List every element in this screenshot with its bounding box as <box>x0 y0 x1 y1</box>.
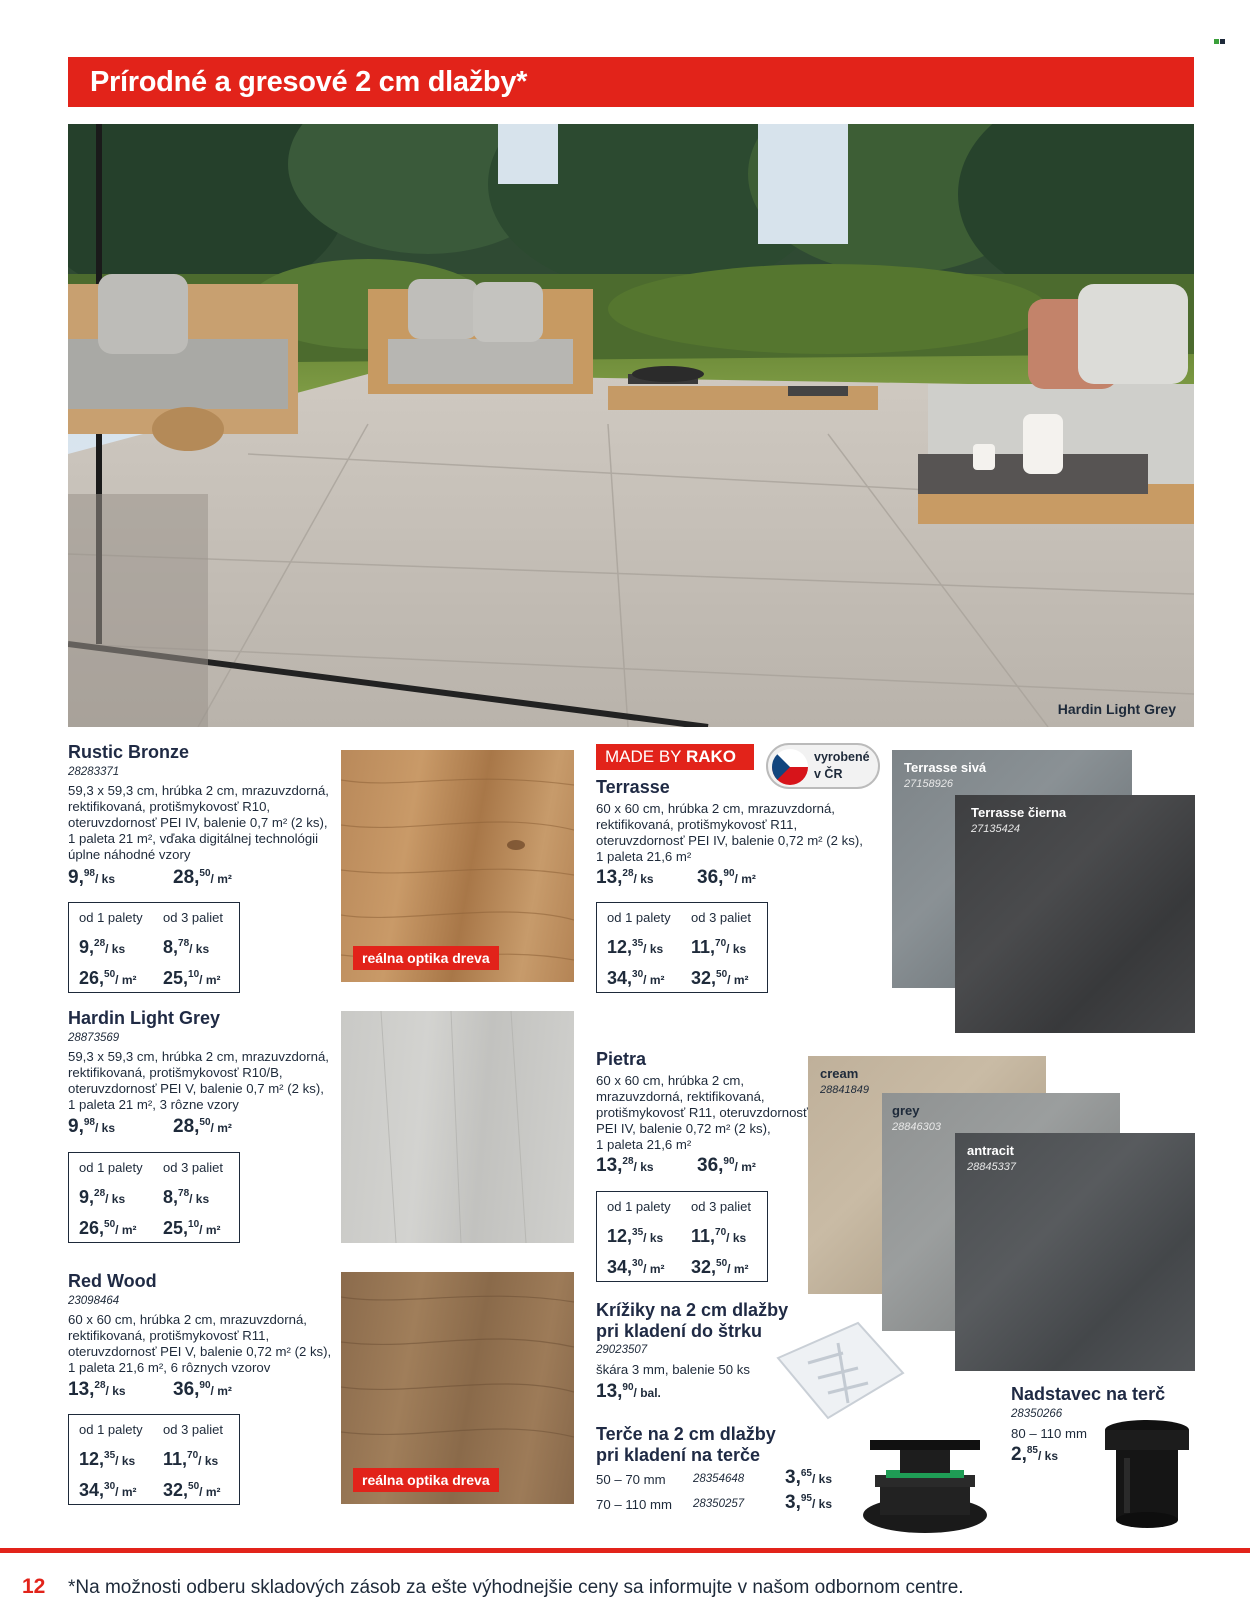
product-name-rustic-bronze: Rustic Bronze <box>68 742 190 762</box>
desc-line: oteruvzdornosť PEI IV, balenie 0,72 m² (2 ks), <box>596 833 863 848</box>
desc-line: 60 x 60 cm, hrúbka 2 cm, mrazuvzdorná, <box>596 801 835 816</box>
product-desc-red-wood <box>68 1312 338 1376</box>
product-name-nadstavec: Nadstavec na terč <box>1011 1384 1166 1404</box>
variant-name: grey <box>892 1103 920 1118</box>
product-name-hardin: Hardin Light Grey <box>68 1008 221 1028</box>
desc-line: oteruvzdornosť PEI V, balenie 0,7 m² (2 ks), <box>68 1081 324 1096</box>
desc-line: 1 paleta 21 m², vďaka digitálnej technológii <box>68 831 319 846</box>
tile-pedestal-image <box>860 1430 990 1535</box>
desc-line: rektifikovaná, protišmykovosť R10, <box>68 799 271 814</box>
tier-3-pallets: od 3 paliet 11,70/ ks 32,50/ m² <box>691 1199 751 1277</box>
product-code-nadstavec: 28350266 <box>1011 1408 1063 1420</box>
tier-1-pallet: od 1 palety 9,28/ ks 26,50/ m² <box>79 910 143 988</box>
tile-spacer-cross-image <box>768 1318 908 1428</box>
desc-line: rektifikovaná, protišmykovosť R10/B, <box>68 1065 283 1080</box>
desc-line: mrazuvzdorná, rektifikovaná, <box>596 1089 765 1104</box>
product-name-kriziky: Krížiky na 2 cm dlažby pri kladení do štrku <box>596 1300 789 1341</box>
variant-name: Terrasse čierna <box>971 805 1067 820</box>
product-code-red-wood: 23098464 <box>68 1295 120 1307</box>
pallet-price-box <box>596 902 768 993</box>
tile-swatch-rustic-bronze <box>341 750 574 982</box>
pallet-price-box <box>68 1414 240 1505</box>
terce-price-row-1: 3,65/ ks <box>785 1467 832 1488</box>
wood-optic-label: reálna optika dreva <box>353 946 499 970</box>
product-name-terrasse: Terrasse <box>596 777 670 797</box>
price-per-piece: 13,28/ ks <box>596 867 654 888</box>
variant-code: 28841849 <box>820 1084 869 1096</box>
desc-line: oteruvzdornosť PEI V, balenie 0,72 m² (2 ks), <box>68 1344 332 1359</box>
made-by-rako-badge: MADE BY RAKO <box>596 744 754 770</box>
price-per-piece: 13,28/ ks <box>596 1155 654 1176</box>
terce-price-row-2: 3,95/ ks <box>785 1492 832 1513</box>
product-desc-pietra <box>596 1073 826 1153</box>
price-per-m2: 36,90/ m² <box>697 867 756 888</box>
tile-swatch-hardin <box>341 1011 574 1243</box>
tier-1-pallet: od 1 palety 12,35/ ks 34,30/ m² <box>607 910 671 988</box>
tier-1-pallet: od 1 palety 9,28/ ks 26,50/ m² <box>79 1160 143 1238</box>
product-desc-terrasse <box>596 801 876 865</box>
page-number: 12 <box>22 1575 46 1598</box>
print-color-marks <box>1214 31 1226 37</box>
product-code-kriziky: 29023507 <box>596 1344 648 1356</box>
product-name-red-wood: Red Wood <box>68 1271 157 1291</box>
desc-line: rektifikovaná, protišmykovosť R11, <box>596 817 798 832</box>
product-desc-rustic-bronze <box>68 783 338 863</box>
pedestal-extension-image <box>1100 1418 1195 1533</box>
footer-divider <box>0 1548 1250 1553</box>
variant-name: Terrasse sivá <box>904 760 987 775</box>
product-name-terce: Terče na 2 cm dlažby pri kladení na terče <box>596 1424 776 1465</box>
wood-optic-label: reálna optika dreva <box>353 1468 499 1492</box>
price-per-piece: 9,98/ ks <box>68 867 115 888</box>
pallet-price-box <box>68 902 240 993</box>
czech-flag-icon <box>772 749 808 785</box>
variant-name: cream <box>820 1066 859 1081</box>
product-code-hardin: 28873569 <box>68 1032 120 1044</box>
price-per-piece: 13,28/ ks <box>68 1379 126 1400</box>
pallet-price-box <box>596 1191 768 1282</box>
price-per-pack: 13,90/ bal. <box>596 1381 661 1402</box>
tier-3-pallets: od 3 paliet 11,70/ ks 32,50/ m² <box>691 910 751 988</box>
terce-code-row-2: 28350257 <box>693 1498 745 1510</box>
made-in-cz-badge <box>766 743 880 789</box>
terce-size-row-2: 70 – 110 mm <box>596 1497 672 1512</box>
variant-name: antracit <box>967 1143 1014 1158</box>
price-per-m2: 36,90/ m² <box>697 1155 756 1176</box>
price-per-m2: 36,90/ m² <box>173 1379 232 1400</box>
price-per-m2: 28,50/ m² <box>173 1116 232 1137</box>
desc-line: rektifikovaná, protišmykovosť R11, <box>68 1328 270 1343</box>
desc-line: PEI IV, balenie 0,72 m² (2 ks), <box>596 1121 771 1136</box>
desc-line: 1 paleta 21,6 m², 6 rôznych vzorov <box>68 1360 271 1375</box>
tier-1-pallet: od 1 palety 12,35/ ks 34,30/ m² <box>607 1199 671 1277</box>
terce-code-row-1: 28354648 <box>693 1473 745 1485</box>
desc-line: 59,3 x 59,3 cm, hrúbka 2 cm, mrazuvzdorná, <box>68 783 329 798</box>
desc-line: 59,3 x 59,3 cm, hrúbka 2 cm, mrazuvzdorná, <box>68 1049 329 1064</box>
made-in-cz-text: vyrobené v ČR <box>814 750 870 781</box>
tier-3-pallets: od 3 paliet 8,78/ ks 25,10/ m² <box>163 910 223 988</box>
product-desc-nadstavec: 80 – 110 mm <box>1011 1426 1087 1441</box>
desc-line: oteruvzdornosť PEI IV, balenie 0,7 m² (2 ks), <box>68 815 328 830</box>
desc-line: protišmykovosť R11, oteruvzdornosť <box>596 1105 808 1120</box>
variant-code: 28846303 <box>892 1121 941 1133</box>
stone-vein-texture <box>341 1011 574 1243</box>
hero-image <box>68 124 1194 727</box>
desc-line: 60 x 60 cm, hrúbka 2 cm, mrazuvzdorná, <box>68 1312 307 1327</box>
price-per-piece: 9,98/ ks <box>68 1116 115 1137</box>
price-per-piece: 2,85/ ks <box>1011 1444 1058 1465</box>
variant-code: 27158926 <box>904 778 953 790</box>
page-title: Prírodné a gresové 2 cm dlažby* <box>68 57 1194 107</box>
desc-line: 60 x 60 cm, hrúbka 2 cm, <box>596 1073 745 1088</box>
desc-line: úplne náhodné vzory <box>68 847 191 862</box>
product-code-rustic-bronze: 28283371 <box>68 766 120 778</box>
terce-size-row-1: 50 – 70 mm <box>596 1472 666 1487</box>
variant-code: 27135424 <box>971 823 1020 835</box>
variant-code: 28845337 <box>967 1161 1016 1173</box>
product-name-pietra: Pietra <box>596 1049 647 1069</box>
tier-3-pallets: od 3 paliet 11,70/ ks 32,50/ m² <box>163 1422 223 1500</box>
footnote: *Na možnosti odberu skladových zásob za ešte výhodnejšie ceny sa informujte v našom odbornom centre. <box>68 1577 964 1598</box>
tile-swatch-red-wood <box>341 1272 574 1504</box>
tier-1-pallet: od 1 palety 12,35/ ks 34,30/ m² <box>79 1422 143 1500</box>
product-desc-kriziky: škára 3 mm, balenie 50 ks <box>596 1362 750 1377</box>
tier-3-pallets: od 3 paliet 8,78/ ks 25,10/ m² <box>163 1160 223 1238</box>
price-per-m2: 28,50/ m² <box>173 867 232 888</box>
pallet-price-box <box>68 1152 240 1243</box>
terrace-scene-illustration <box>68 124 1194 727</box>
desc-line: 1 paleta 21,6 m² <box>596 849 692 864</box>
tile-swatch-pietra-antracit <box>955 1133 1195 1371</box>
hero-caption: Hardin Light Grey <box>1057 701 1176 717</box>
tile-swatch-terrasse-cierna <box>955 795 1195 1033</box>
desc-line: 1 paleta 21 m², 3 rôzne vzory <box>68 1097 239 1112</box>
desc-line: 1 paleta 21,6 m² <box>596 1137 692 1152</box>
product-desc-hardin <box>68 1049 338 1113</box>
